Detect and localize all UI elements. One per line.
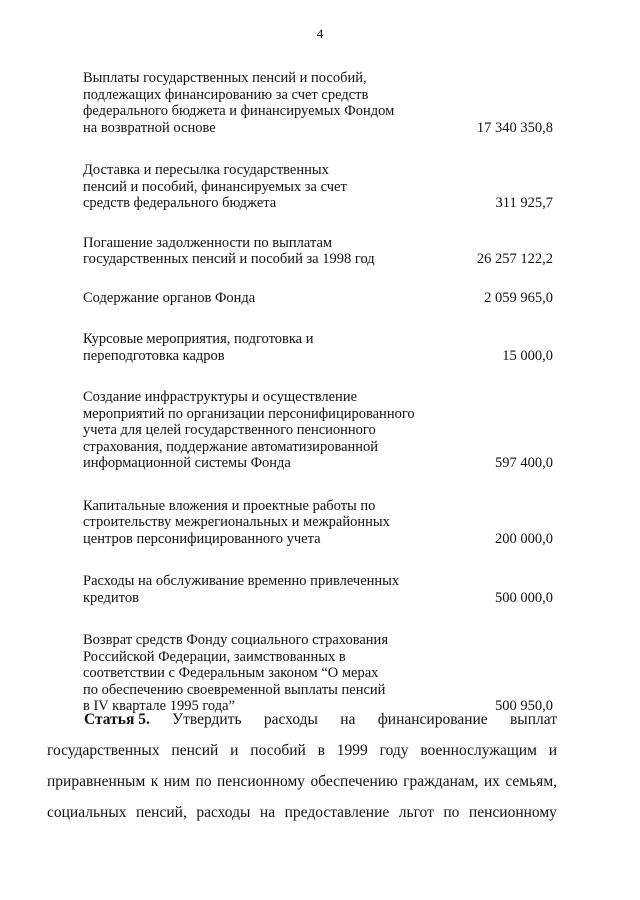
label-line: учета для целей государственного пенсионного [83, 422, 376, 438]
expense-item-amount: 500 000,0 [495, 589, 553, 606]
expense-item-label [83, 235, 458, 268]
expense-item-label [83, 573, 458, 606]
expense-item [83, 331, 553, 364]
expense-item-label [83, 632, 458, 715]
article-word: приравненным [47, 773, 146, 790]
article-word: расходы [196, 804, 251, 821]
expense-item-amount: 311 925,7 [495, 195, 553, 211]
article-word: семьям, [505, 773, 557, 790]
label-line: в IV квартале 1995 года” [83, 698, 235, 714]
label-line: средств федерального бюджета [83, 195, 277, 211]
expense-item-amount: 200 000,0 [495, 530, 553, 547]
article-word: на [259, 804, 276, 821]
article-word: государственных [47, 742, 160, 759]
article-word: финансирование [377, 711, 488, 728]
label-line: Выплаты государственных пенсий и пособий, [83, 70, 367, 86]
label-line: кредитов [83, 589, 139, 606]
article-word: и [548, 742, 557, 759]
label-line: Содержание органов Фонда [83, 289, 256, 306]
article-word: по [195, 773, 212, 790]
label-line: Капитальные вложения и проектные работы по [83, 497, 376, 514]
article-word: обеспечению [310, 773, 398, 790]
article-5-paragraph [47, 704, 557, 828]
article-word: году [379, 742, 409, 759]
label-line: Расходы на обслуживание временно привлеченных [83, 573, 400, 589]
article-line [47, 735, 557, 766]
article-word: гражданам, [403, 773, 479, 790]
expense-item [83, 573, 553, 606]
label-line: соответствии с Федеральным законом “О мерах [83, 665, 379, 681]
expense-item-label [83, 70, 458, 136]
label-line: по обеспечению своевременной выплаты пенсий [83, 681, 386, 698]
article-word: расходы [263, 711, 318, 728]
label-line: федерального бюджета и финансируемых Фондом [83, 103, 395, 119]
article-word: пенсионному [217, 773, 306, 790]
expense-item-amount: 2 059 965,0 [484, 289, 553, 306]
label-line: Курсовые мероприятия, подготовка и [83, 331, 314, 347]
label-line: Создание инфраструктуры и осуществление [83, 389, 358, 405]
article-word: выплат [509, 711, 557, 728]
article-line [47, 797, 557, 828]
article-word: льгот [398, 804, 434, 821]
label-line: государственных пенсий и пособий за 1998 год [83, 251, 375, 267]
expense-item-label [83, 498, 458, 548]
label-line: пенсий и пособий, финансируемых за счет [83, 178, 347, 195]
article-word: на [340, 711, 356, 728]
article-word: пенсий [171, 742, 219, 759]
article-line [47, 704, 557, 735]
expense-items-list [83, 70, 553, 715]
article-word: социальных [47, 804, 127, 821]
label-line: строительству межрегиональных и межрайонных [83, 514, 390, 530]
expense-item [83, 70, 553, 136]
article-word: и [230, 742, 239, 759]
label-line: Доставка и пересылка государственных [83, 162, 329, 178]
expense-item-amount: 597 400,0 [495, 455, 553, 471]
article-word: в [317, 742, 325, 759]
expense-item [83, 389, 553, 472]
article-word: пособий [250, 742, 306, 759]
label-line: информационной системы Фонда [83, 455, 291, 471]
article-word: ним [163, 773, 191, 790]
page-number: 4 [316, 26, 324, 41]
expense-item-amount: 26 257 122,2 [476, 251, 553, 267]
label-line: мероприятий по организации персонифицированного [83, 405, 415, 422]
expense-item-amount: 17 340 350,8 [476, 119, 553, 136]
label-line: центров персонифицированного учета [83, 530, 321, 547]
article-word: по [443, 804, 460, 821]
expense-item [83, 498, 553, 548]
expense-item-label [83, 331, 458, 364]
label-line: Погашение задолженности по выплатам [83, 234, 333, 251]
article-word: Утвердить [172, 711, 242, 728]
label-line: страхования, поддержание автоматизированной [83, 438, 379, 455]
label-line: подлежащих финансированию за счет средств [83, 86, 369, 103]
expense-item-amount: 500 950,0 [495, 698, 553, 714]
label-line: Российской Федерации, заимствованных в [83, 648, 346, 665]
label-line: переподготовка кадров [83, 347, 225, 364]
expense-item-label [83, 290, 458, 307]
label-line: на возвратной основе [83, 119, 216, 136]
expense-item-label [83, 389, 458, 472]
expense-item [83, 235, 553, 268]
expense-item-label [83, 162, 458, 212]
expense-item-amount: 15 000,0 [502, 347, 553, 364]
article-word: к [150, 773, 159, 790]
article-word: военнослужащим [420, 742, 537, 759]
article-word: пенсий, [136, 804, 187, 821]
article-word: предоставление [284, 804, 390, 821]
label-line: Возврат средств Фонду социального страхования [83, 632, 388, 648]
article-line [47, 766, 557, 797]
expense-item [83, 632, 553, 715]
article-word: 1999 [336, 742, 368, 759]
article-title: Статья 5. [84, 711, 150, 728]
expense-item [83, 162, 553, 212]
expense-item [83, 290, 553, 307]
article-word: пенсионному [468, 804, 557, 821]
article-word: их [483, 773, 500, 790]
